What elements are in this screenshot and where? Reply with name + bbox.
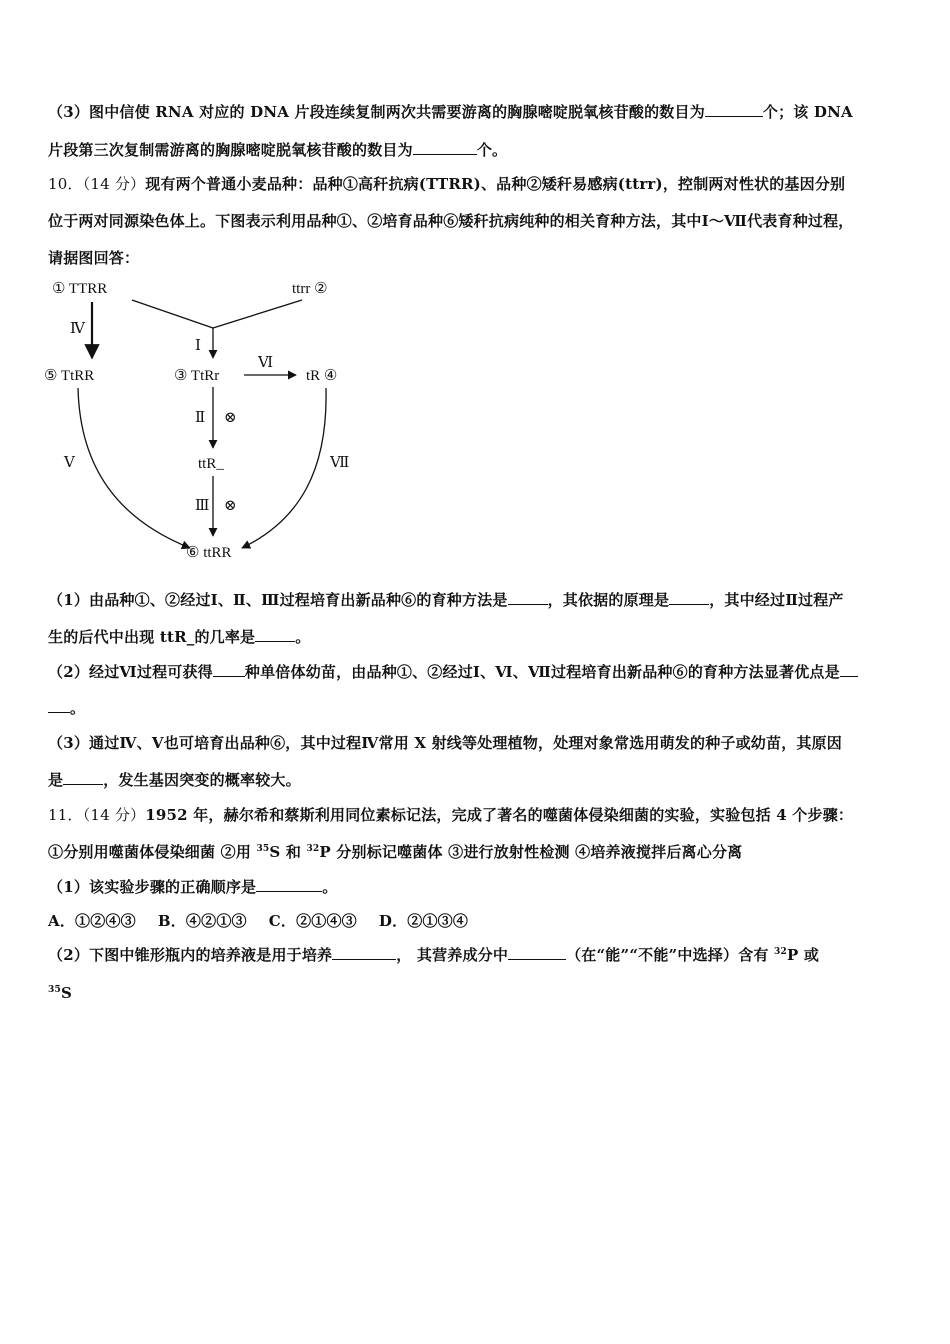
answer-blank[interactable]: [213, 662, 245, 677]
answer-blank[interactable]: [705, 102, 763, 117]
label-VI: Ⅵ: [258, 355, 274, 371]
label-I: Ⅰ: [195, 338, 201, 354]
breeding-diagram: [40, 270, 360, 570]
option-a[interactable]: A．①②④③: [48, 912, 136, 930]
cross-line-right: [213, 300, 302, 328]
q10-stem-line2: 位于两对同源染色体上。下图表示利用品种①、②培育品种⑥矮秆抗病纯种的相关育种方法，其中Ⅰ～Ⅶ代表育种过程，: [48, 212, 854, 230]
node-mid-ttr: ttR_: [198, 456, 224, 472]
answer-blank[interactable]: [48, 698, 70, 713]
label-III: Ⅲ: [195, 498, 210, 514]
answer-blank[interactable]: [840, 662, 858, 677]
node-4-tr: tR ④: [306, 368, 338, 384]
answer-blank[interactable]: [508, 945, 566, 960]
q11-stem-line1: 11．（14 分）1952 年，赫尔希和蔡斯利用同位素标记法，完成了著名的噬菌体侵染细菌的实验，实验包括 4 个步骤：: [48, 806, 854, 824]
q9-3-line2: 片段第三次复制需游离的胸腺嘧啶脱氧核苷酸的数目为 个。: [48, 141, 508, 159]
q10-stem-line3: 请据图回答：: [48, 249, 140, 267]
node-3-ttrr: ③ TtRr: [174, 368, 220, 384]
answer-blank[interactable]: [332, 945, 396, 960]
q10-part2-line2: 。: [48, 698, 85, 718]
answer-blank[interactable]: [508, 590, 548, 605]
answer-blank[interactable]: [63, 770, 103, 785]
answer-blank[interactable]: [256, 877, 322, 892]
node-2-ttrr-recessive: ttrr ②: [292, 281, 328, 297]
answer-blank[interactable]: [413, 140, 477, 155]
arrow-VII: [242, 388, 326, 548]
option-b[interactable]: B．④②①③: [157, 912, 247, 930]
cross-line-left: [132, 300, 213, 328]
node-6-ttrr: ⑥ ttRR: [186, 545, 232, 561]
q11-part2-line2: $^{35}$S: [48, 984, 72, 1002]
option-d[interactable]: D．②①③④: [378, 912, 469, 930]
q9-3-line1: （3）图中信使 RNA 对应的 DNA 片段连续复制两次共需要游离的胸腺嘧啶脱氧核苷酸的数目为 个；该 DNA: [48, 103, 853, 121]
q11-steps: ①分别用噬菌体侵染细菌 ②用 $^{35}$S 和 $^{32}$P 分别标记噬菌体 ③进行放射性检测 ④培养液搅拌后离心分离: [48, 843, 743, 861]
answer-blank[interactable]: [255, 627, 295, 642]
q10-part1-line1: （1）由品种①、②经过Ⅰ、Ⅱ、Ⅲ过程培育出新品种⑥的育种方法是 ，其依据的原理是 ，其中经过Ⅱ过程产: [48, 591, 844, 609]
q10-stem-line1: 10．（14 分）现有两个普通小麦品种：品种①高秆抗病(TTRR)、品种②矮秆易感病(ttrr)，控制两对性状的基因分别: [48, 175, 846, 193]
label-VII: Ⅶ: [330, 455, 350, 471]
label-II: Ⅱ: [195, 410, 206, 426]
node-5-ttrr: ⑤ TtRR: [44, 368, 95, 384]
q10-part1-line2: 生的后代中出现 ttR_的几率是 。: [48, 628, 311, 646]
self-cross-symbol: ⊗: [224, 498, 237, 514]
arrow-V: [78, 388, 190, 548]
q10-part3-line2: 是 ，发生基因突变的概率较大。: [48, 771, 301, 789]
node-1-ttrr-dominant: ① TTRR: [52, 281, 108, 297]
label-V: Ⅴ: [64, 455, 75, 471]
label-IV: Ⅳ: [70, 321, 85, 337]
q11-options: [48, 911, 468, 931]
option-c[interactable]: C．②①④③: [268, 912, 357, 930]
q10-part2-line1: （2）经过Ⅵ过程可获得 种单倍体幼苗，由品种①、②经过Ⅰ、Ⅵ、Ⅶ过程培育出新品种⑥的育种方法显著优点是: [48, 662, 858, 682]
q11-part2-line1: （2）下图中锥形瓶内的培养液是用于培养 ， 其营养成分中 （在“能”“不能”中选择）含有 $^{32}$P 或: [48, 946, 820, 964]
answer-blank[interactable]: [669, 590, 709, 605]
q11-part1: （1）该实验步骤的正确顺序是 。: [48, 878, 338, 896]
self-cross-symbol: ⊗: [224, 410, 237, 426]
q10-part3-line1: （3）通过Ⅳ、Ⅴ也可培育出品种⑥，其中过程Ⅳ常用 X 射线等处理植物，处理对象常选用萌发的种子或幼苗，其原因: [48, 734, 843, 752]
